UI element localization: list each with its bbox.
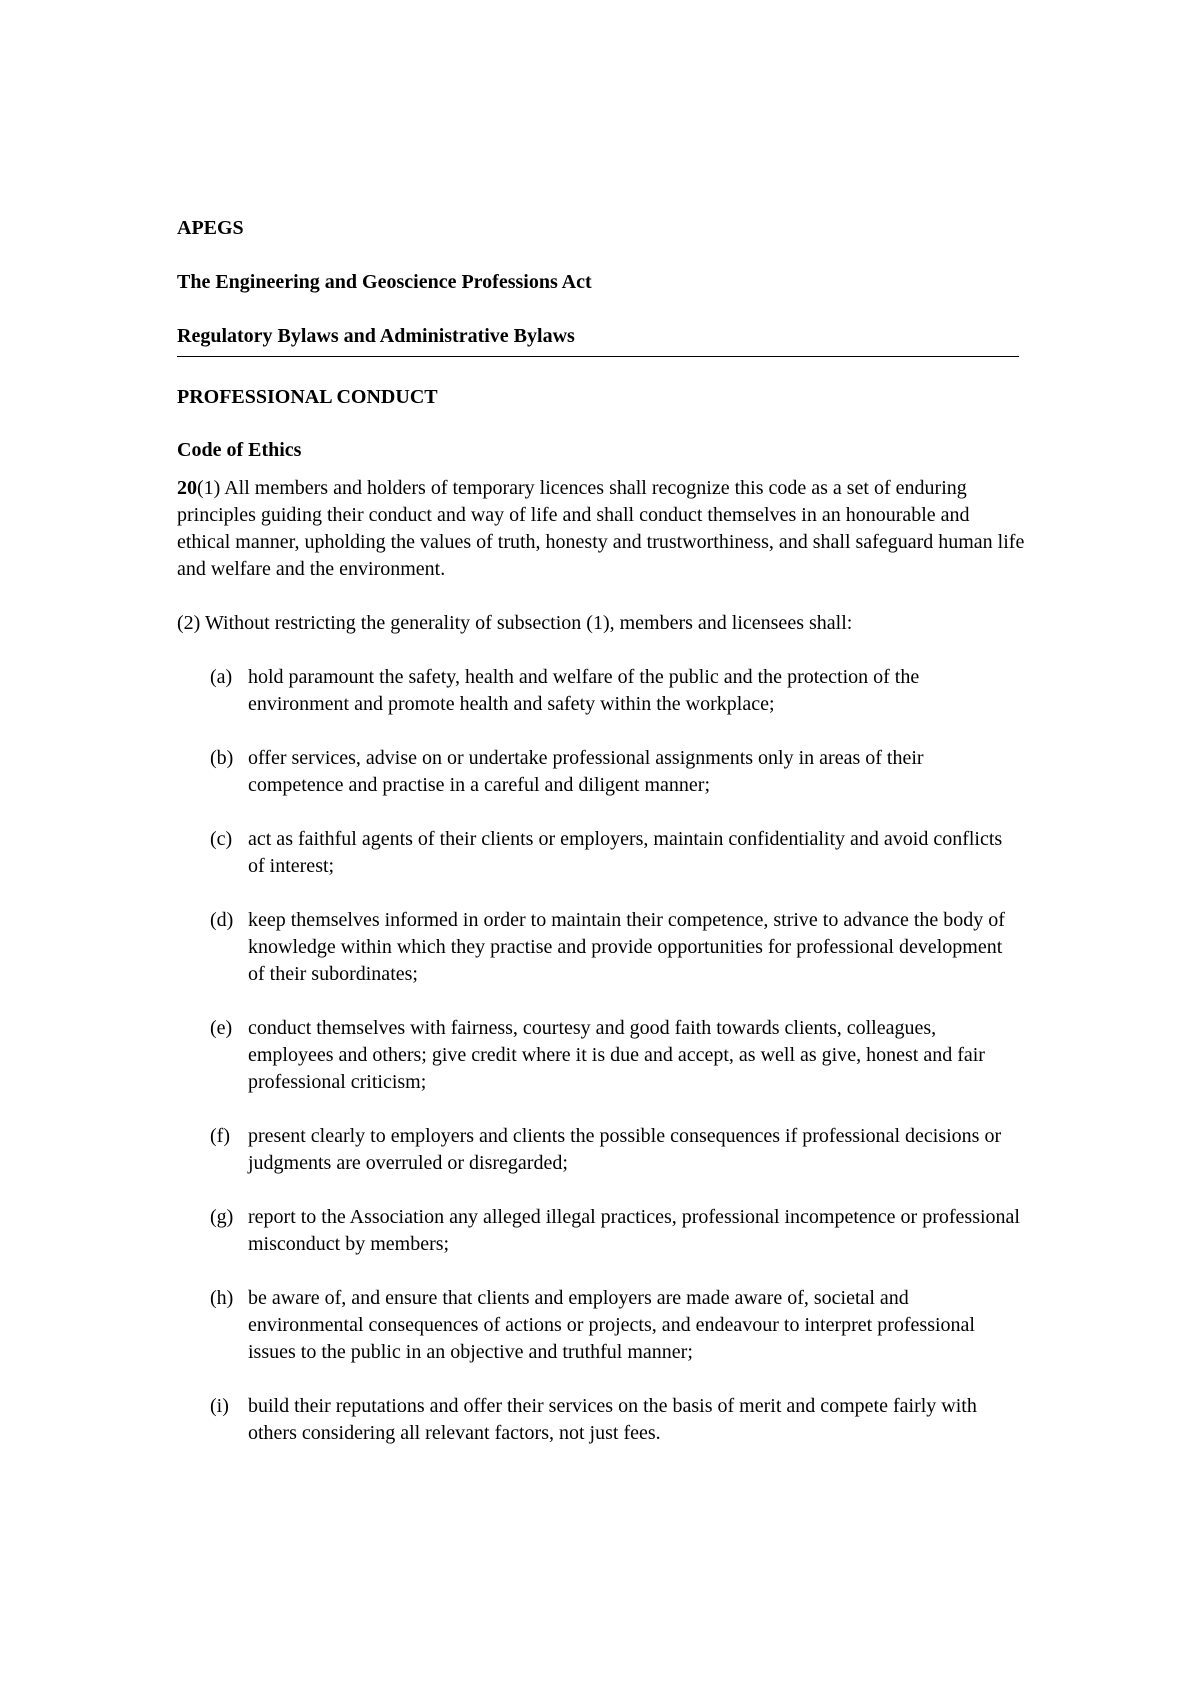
clause-text: report to the Association any alleged illegal practices, professional incompetence or professional misconduct by members;: [248, 1206, 1020, 1255]
clause-label: (d): [210, 909, 234, 931]
section-title: PROFESSIONAL CONDUCT: [177, 386, 438, 408]
clause-text: hold paramount the safety, health and welfare of the public and the protection of the environment and promote health and safety within the workplace;: [248, 666, 920, 715]
org-name: APEGS: [177, 217, 244, 239]
clause-label: (h): [210, 1287, 234, 1309]
clause-b: [210, 745, 1027, 799]
horizontal-divider: [177, 356, 1019, 357]
clause-label: (e): [210, 1017, 233, 1039]
bylaws-title: Regulatory Bylaws and Administrative Bylaws: [177, 325, 575, 347]
clause-h: [210, 1285, 1027, 1366]
clause-label: (i): [210, 1395, 229, 1417]
clause-d: [210, 907, 1027, 988]
clause-text: offer services, advise on or undertake professional assignments only in areas of their competence and practise in a careful and diligent manner;: [248, 747, 924, 796]
paragraph-1-text: (1) All members and holders of temporary licences shall recognize this code as a set of enduring principles guiding their conduct and way of life and shall conduct themselves in an honourable and ethical manner, upholding the values of truth, honesty and trustworthiness, and shall safeguard human life and welfare and the environment.: [177, 477, 1025, 580]
paragraph-1: [177, 475, 1027, 583]
clause-text: be aware of, and ensure that clients and employers are made aware of, societal and environmental consequences of actions or projects, and endeavour to interpret professional issues to the public in an objective and truthful manner;: [248, 1287, 975, 1363]
clause-e: [210, 1015, 1027, 1096]
clause-text: present clearly to employers and clients the possible consequences if professional decisions or judgments are overruled or disregarded;: [248, 1125, 1002, 1174]
clause-label: (c): [210, 828, 233, 850]
clause-text: act as faithful agents of their clients or employers, maintain confidentiality and avoid conflicts of interest;: [248, 828, 1003, 877]
clause-text: build their reputations and offer their services on the basis of merit and compete fairly with others considering all relevant factors, not just fees.: [248, 1395, 977, 1444]
clause-f: [210, 1123, 1027, 1177]
clause-i: [210, 1393, 1027, 1447]
section-number: 20: [177, 477, 197, 499]
clause-label: (b): [210, 747, 234, 769]
paragraph-2: (2) Without restricting the generality of subsection (1), members and licensees shall:: [177, 612, 853, 634]
clause-label: (g): [210, 1206, 234, 1228]
act-title: The Engineering and Geoscience Professions Act: [177, 271, 592, 293]
clause-g: [210, 1204, 1027, 1258]
clause-text: keep themselves informed in order to maintain their competence, strive to advance the body of knowledge within which they practise and provide opportunities for professional development of their subordinates;: [248, 909, 1005, 985]
clause-c: [210, 826, 1027, 880]
clause-label: (a): [210, 666, 233, 688]
clause-a: [210, 664, 1027, 718]
document-page: [177, 215, 1027, 1474]
section-subtitle: Code of Ethics: [177, 439, 302, 461]
clause-text: conduct themselves with fairness, courtesy and good faith towards clients, colleagues, employees and others; give credit where it is due and accept, as well as give, honest and fair professional criticism;: [248, 1017, 985, 1093]
clause-label: (f): [210, 1125, 230, 1147]
